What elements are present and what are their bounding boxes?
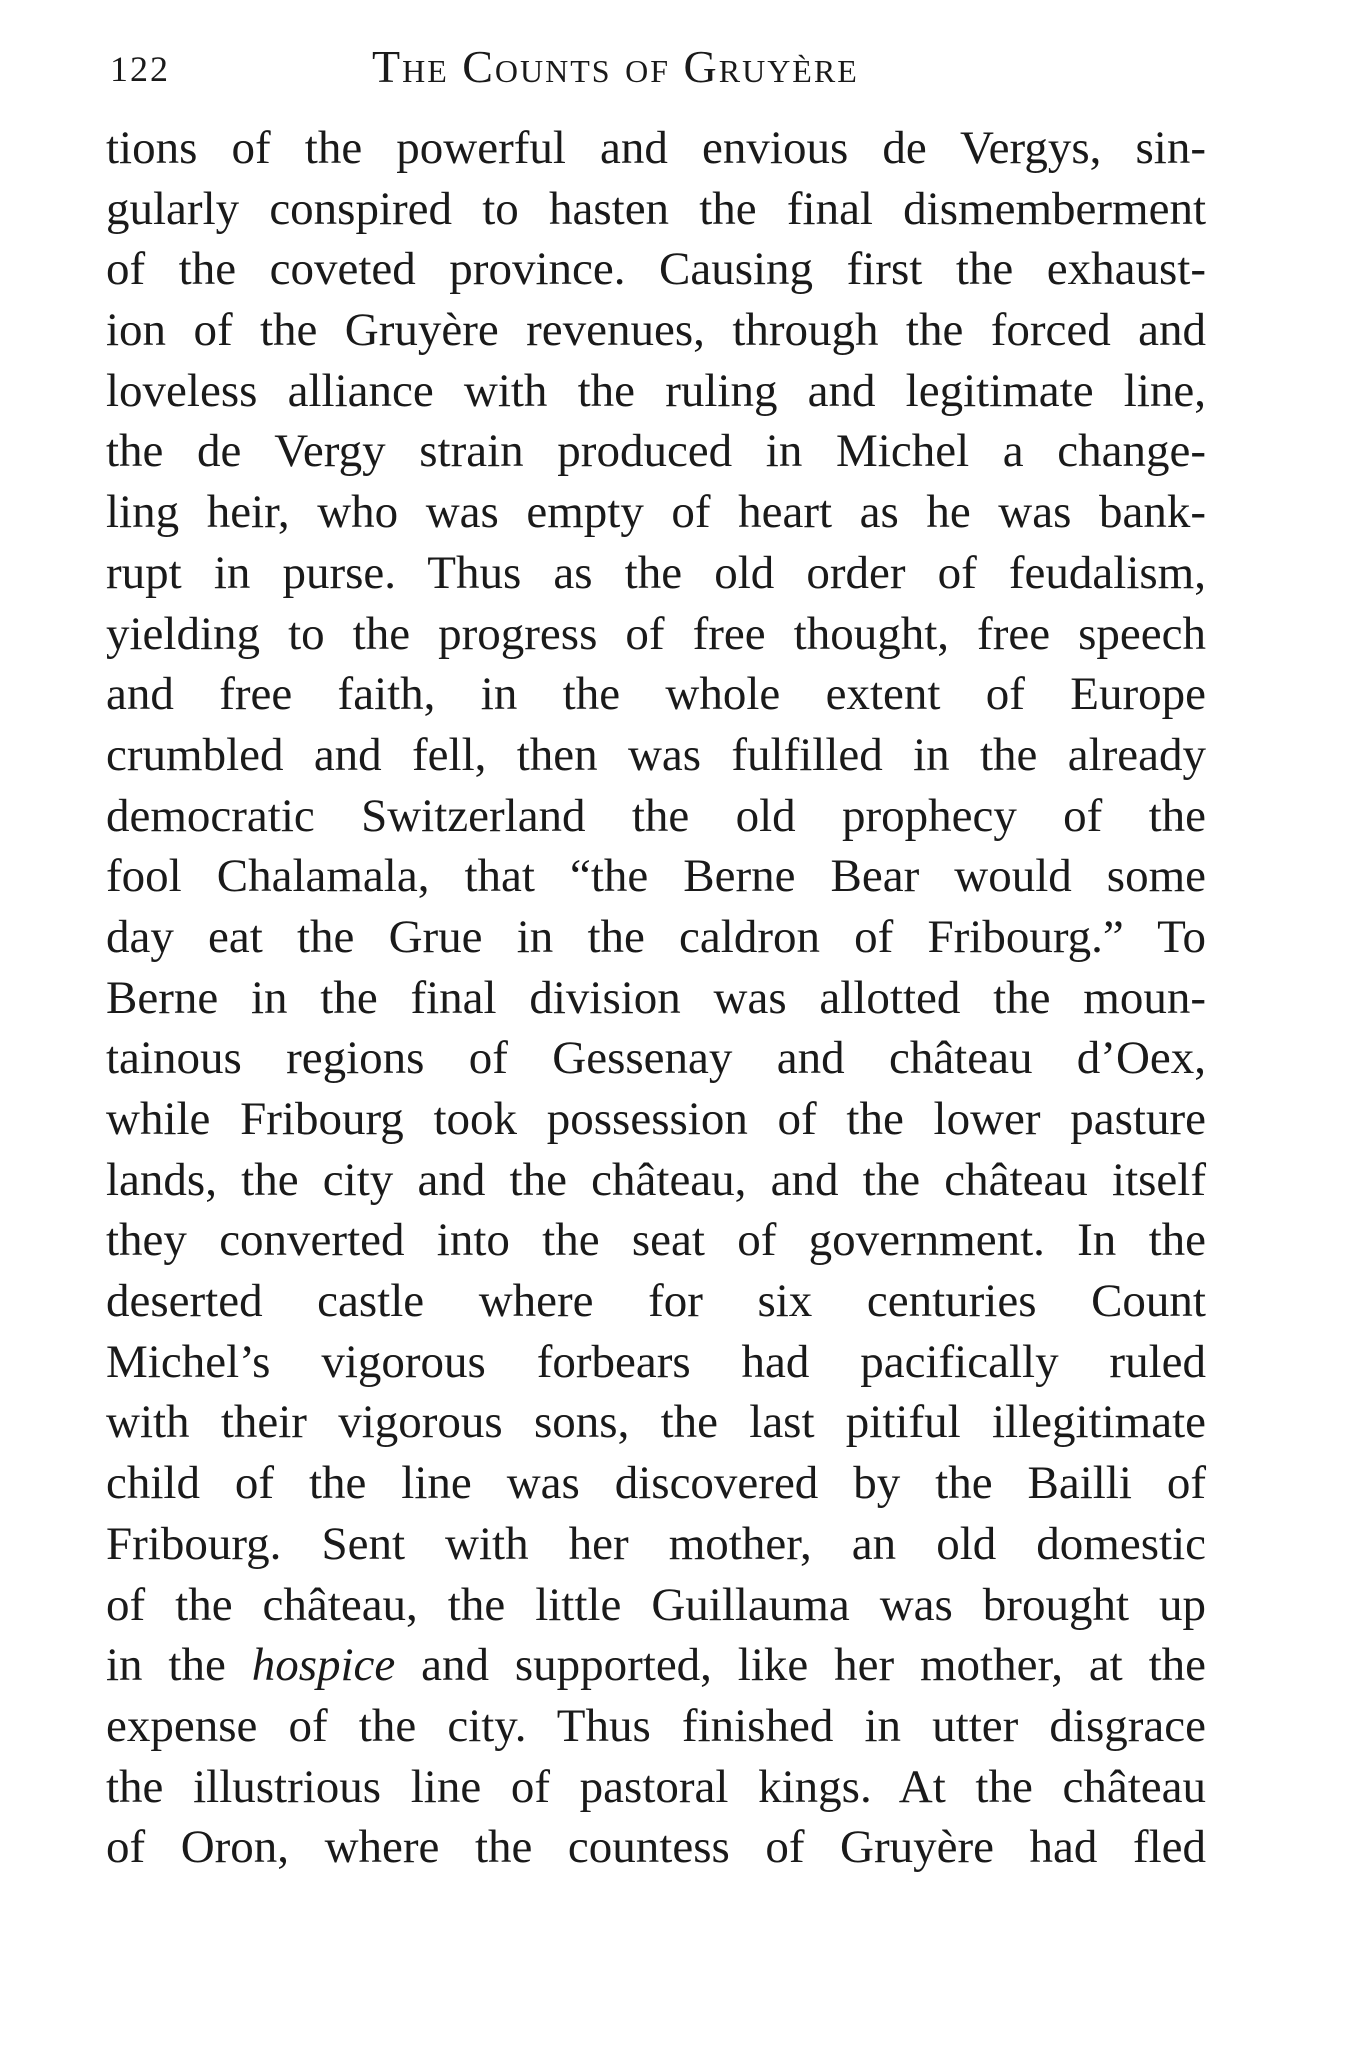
- page-number: 122: [110, 49, 170, 89]
- text-line: lands, the city and the château, and the château itself: [106, 1153, 1206, 1206]
- text-line: tainous regions of Gessenay and château d’Oex,: [106, 1032, 1206, 1085]
- text-line: loveless alliance with the ruling and legitimate line,: [106, 364, 1206, 417]
- text-segment: and supported, like her mother, at the: [395, 1639, 1207, 1692]
- text-line: Fribourg. Sent with her mother, an old domestic: [106, 1517, 1206, 1570]
- text-line: day eat the Grue in the caldron of Fribourg.” To: [106, 910, 1206, 963]
- text-line: deserted castle where for six centuries Count: [106, 1275, 1206, 1328]
- running-title: The Counts of Gruyère: [372, 41, 859, 92]
- text-line: Berne in the final division was allotted the moun-: [106, 971, 1206, 1024]
- text-line: of Oron, where the countess of Gruyère had fled: [106, 1821, 1206, 1874]
- text-line: tions of the powerful and envious de Vergys, sin-: [106, 122, 1206, 174]
- text-line: Michel’s vigorous forbears had pacifically ruled: [106, 1335, 1206, 1388]
- text-line: they converted into the seat of government. In the: [106, 1214, 1206, 1267]
- body-text: [106, 118, 1206, 1878]
- text-line-with-italic: [106, 1635, 1206, 1696]
- text-line: yielding to the progress of free thought, free speech: [106, 607, 1206, 660]
- text-line: the illustrious line of pastoral kings. At the château: [106, 1760, 1206, 1813]
- text-line: of the château, the little Guillauma was brought up: [106, 1578, 1206, 1631]
- italic-word: hospice: [251, 1639, 396, 1692]
- text-line: rupt in purse. Thus as the old order of feudalism,: [106, 546, 1206, 599]
- text-segment: in the: [106, 1639, 252, 1692]
- text-line: the de Vergy strain produced in Michel a change-: [106, 425, 1206, 478]
- text-line: of the coveted province. Causing first the exhaust-: [106, 243, 1206, 296]
- text-line: while Fribourg took possession of the lower pasture: [106, 1093, 1206, 1145]
- text-line: child of the line was discovered by the Bailli of: [106, 1457, 1206, 1510]
- text-line: democratic Switzerland the old prophecy of the: [106, 789, 1206, 842]
- running-head: [110, 40, 1230, 110]
- text-line: with their vigorous sons, the last pitiful illegitimate: [106, 1396, 1206, 1449]
- text-line: gularly conspired to hasten the final dismemberment: [106, 182, 1206, 235]
- text-line: fool Chalamala, that “the Berne Bear would some: [106, 850, 1206, 903]
- text-line: expense of the city. Thus finished in utter disgrace: [106, 1699, 1206, 1752]
- text-line: ling heir, who was empty of heart as he was bank-: [106, 486, 1206, 539]
- text-line: crumbled and fell, then was fulfilled in the already: [106, 728, 1206, 781]
- text-line: ion of the Gruyère revenues, through the forced and: [106, 304, 1206, 357]
- text-line: and free faith, in the whole extent of Europe: [106, 668, 1206, 721]
